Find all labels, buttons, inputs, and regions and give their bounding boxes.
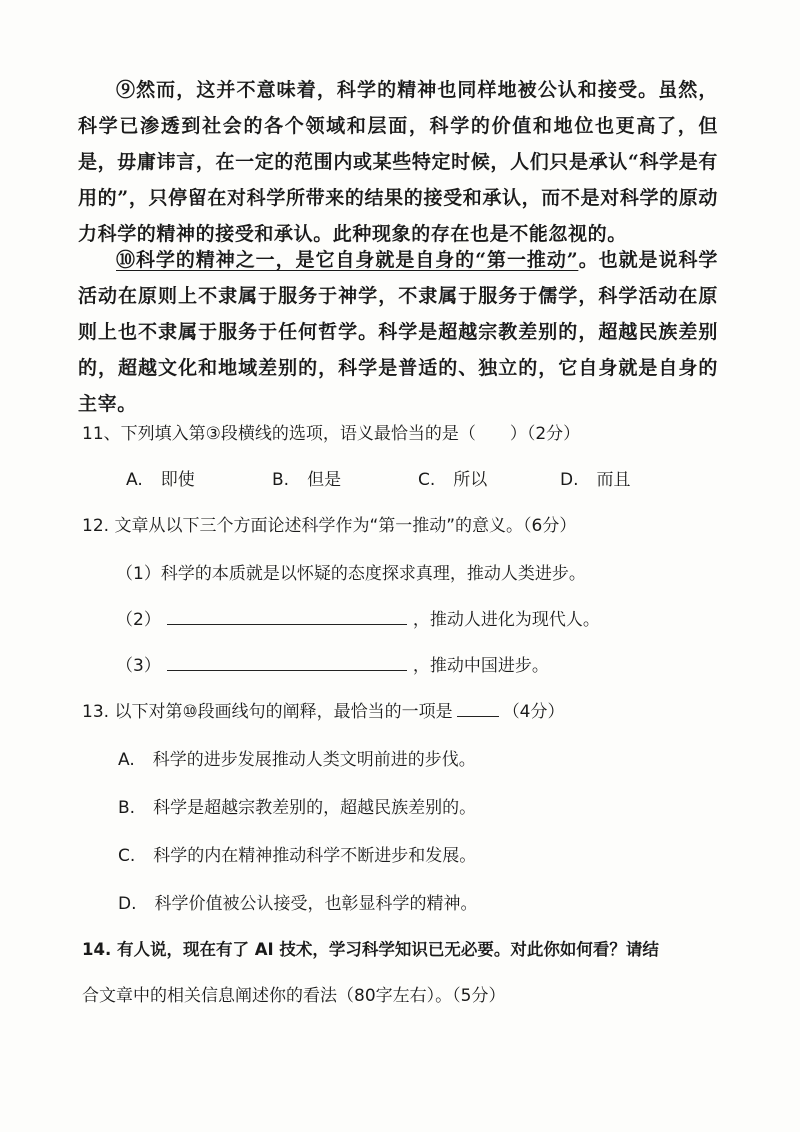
question-14-line-2: 合文章中的相关信息阐述你的看法（80字左右）。（5分） [82, 986, 506, 1006]
question-14-line-1: 14. 有人说，现在有了 AI 技术，学习科学知识已无必要。对此你如何看？请结 [82, 940, 659, 959]
question-13-stem-text: 13. 以下对第⑩段画线句的阐释，最恰当的一项是 [82, 702, 453, 722]
question-13-stem [82, 698, 565, 726]
question-13-option-d[interactable] [118, 890, 478, 918]
option-text: 但是 [307, 470, 342, 490]
option-letter: B. [118, 798, 136, 818]
question-12-stem: 12. 文章从以下三个方面论述科学作为“第一推动”的意义。（6分） [82, 516, 577, 536]
question-11-option-d[interactable] [560, 466, 631, 494]
answer-blank-2[interactable] [167, 606, 407, 625]
option-text: 科学的进步发展推动人类文明前进的步伐。 [152, 750, 476, 770]
item-text: ，推动中国进步。 [412, 656, 549, 676]
option-text: 科学是超越宗教差别的，超越民族差别的。 [153, 798, 477, 818]
item-text: ，推动人进化为现代人。 [412, 610, 600, 630]
option-letter: C. [118, 846, 136, 866]
question-12-item-1: （1）科学的本质就是以怀疑的态度探求真理，推动人类进步。 [116, 564, 586, 584]
question-13-option-a[interactable] [118, 746, 476, 774]
question-11-option-c[interactable] [418, 466, 487, 494]
option-text: 所以 [453, 470, 488, 490]
question-13-option-b[interactable] [118, 794, 476, 822]
paragraph-9-text: ⑨然而，这并不意味着，科学的精神也同样地被公认和接受。虽然，科学已渗透到社会的各个领域和层面，科学的价值和地位也更高了，但是，毋庸讳言，在一定的范围内或某些特定时候，人们只是承认“科学是有用的”，只停留在对科学所带来的结果的接受和承认，而不是对科学的原动力科学的精神的接受和承认。此种现象的存在也是不能忽视的。 [78, 79, 718, 245]
option-letter: B. [272, 470, 290, 490]
question-12-item-3 [116, 652, 549, 680]
option-text: 即使 [160, 470, 195, 490]
option-letter: A. [118, 750, 135, 770]
question-11-option-b[interactable] [272, 466, 341, 494]
item-number: （3） [116, 656, 161, 676]
paragraph-10 [78, 242, 718, 422]
option-text: 而且 [596, 470, 631, 490]
question-11-stem: 11、下列填入第③段横线的选项，语义最恰当的是（ ）（2分） [82, 424, 581, 444]
paragraph-9 [78, 72, 718, 252]
question-13-option-c[interactable] [118, 842, 476, 870]
option-text: 科学的内在精神推动科学不断进步和发展。 [153, 846, 477, 866]
option-letter: C. [418, 470, 436, 490]
item-number: （2） [116, 610, 161, 630]
option-letter: D. [118, 894, 137, 914]
answer-blank-13[interactable] [457, 698, 499, 717]
question-11-option-a[interactable] [126, 466, 195, 494]
paragraph-10-underlined-sentence: ⑩科学的精神之一，是它自身就是自身的“第一推动” [116, 249, 579, 271]
question-12-item-2 [116, 606, 600, 634]
option-letter: A. [126, 470, 143, 490]
answer-blank-3[interactable] [167, 652, 407, 671]
paragraph-10-text: 。也就是说科学活动在原则上不隶属于服务于神学，不隶属于服务于儒学，科学活动在原则上也不隶属于服务于任何哲学。科学是超越宗教差别的，超越民族差别的，超越文化和地域差别的，科学是普适的、独立的，它自身就是自身的主宰。 [78, 249, 719, 415]
option-text: 科学价值被公认接受，也彰显科学的精神。 [154, 894, 478, 914]
question-13-score: （4分） [502, 702, 565, 722]
option-letter: D. [560, 470, 579, 490]
